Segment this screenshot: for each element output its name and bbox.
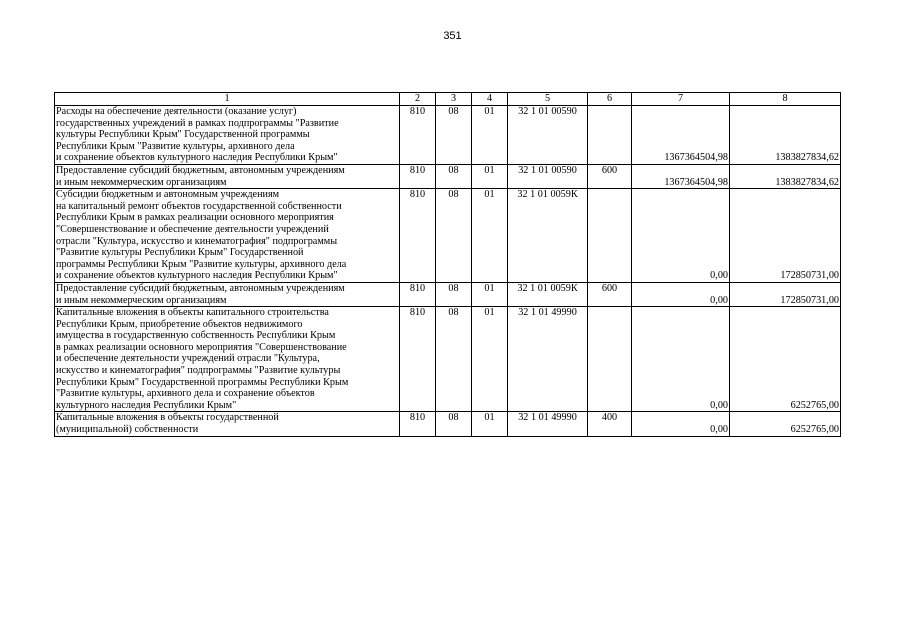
cell-amount-year2: 1383827834,62 (730, 106, 841, 165)
cell-subsection-code: 01 (472, 106, 508, 165)
cell-amount-year2: 6252765,00 (730, 307, 841, 412)
cell-amount-year1: 1367364504,98 (632, 164, 730, 188)
budget-table (54, 92, 841, 437)
cell-target-article: 32 1 01 00590 (508, 106, 588, 165)
column-header: 1 (55, 93, 400, 106)
cell-ministry-code: 810 (400, 189, 436, 283)
column-header: 4 (472, 93, 508, 106)
cell-ministry-code: 810 (400, 106, 436, 165)
row-description: Предоставление субсидий бюджетным, автономным учреждениям и иным некоммерческим организациям (55, 164, 400, 188)
table-row (55, 412, 841, 436)
column-header: 3 (436, 93, 472, 106)
cell-target-article: 32 1 01 0059К (508, 282, 588, 306)
column-header: 2 (400, 93, 436, 106)
cell-subsection-code: 01 (472, 307, 508, 412)
cell-section-code: 08 (436, 307, 472, 412)
cell-section-code: 08 (436, 164, 472, 188)
row-description: Капитальные вложения в объекты капитального строительства Республики Крым, приобретение объектов недвижимого имущества в государственную собственность Республики Крым в рамках реализации основного мероприятия "Совершенствование и обеспечение деятельности учреждений отрасли "Культура, искусство и кинематография" подпрограммы "Развитие культуры Республики Крым" Государственной программы Республики Крым "Развитие культуры, архивного дела и сохранение объектов культурного наследия Республики Крым" (55, 307, 400, 412)
cell-section-code: 08 (436, 412, 472, 436)
cell-section-code: 08 (436, 106, 472, 165)
cell-expense-type (588, 189, 632, 283)
cell-subsection-code: 01 (472, 282, 508, 306)
table-row (55, 282, 841, 306)
column-header: 5 (508, 93, 588, 106)
cell-amount-year2: 172850731,00 (730, 189, 841, 283)
cell-amount-year1: 0,00 (632, 189, 730, 283)
cell-amount-year2: 6252765,00 (730, 412, 841, 436)
header-row (55, 93, 841, 106)
row-description: Субсидии бюджетным и автономным учреждениям на капитальный ремонт объектов государственной собственности Республики Крым в рамках реализации основного мероприятия "Совершенствование и обеспечение деятельности учреждений отрасли "Культура, искусство и кинематография" подпрограммы "Развитие культуры Республики Крым" Государственной программы Республики Крым "Развитие культуры, архивного дела и сохранение объектов культурного наследия Республики Крым" (55, 189, 400, 283)
cell-expense-type: 600 (588, 282, 632, 306)
column-header: 7 (632, 93, 730, 106)
cell-amount-year1: 0,00 (632, 282, 730, 306)
cell-subsection-code: 01 (472, 164, 508, 188)
cell-expense-type (588, 307, 632, 412)
cell-ministry-code: 810 (400, 412, 436, 436)
cell-section-code: 08 (436, 189, 472, 283)
cell-subsection-code: 01 (472, 189, 508, 283)
cell-ministry-code: 810 (400, 164, 436, 188)
cell-target-article: 32 1 01 49990 (508, 307, 588, 412)
cell-amount-year1: 1367364504,98 (632, 106, 730, 165)
row-description: Расходы на обеспечение деятельности (оказание услуг) государственных учреждений в рамках подпрограммы "Развитие культуры Республики Крым" Государственной программы Республики Крым "Развитие культуры, архивного дела и сохранение объектов культурного наследия Республики Крым" (55, 106, 400, 165)
cell-amount-year2: 172850731,00 (730, 282, 841, 306)
cell-target-article: 32 1 01 49990 (508, 412, 588, 436)
cell-amount-year1: 0,00 (632, 307, 730, 412)
cell-expense-type: 400 (588, 412, 632, 436)
table-row (55, 164, 841, 188)
cell-section-code: 08 (436, 282, 472, 306)
cell-ministry-code: 810 (400, 307, 436, 412)
row-description: Капитальные вложения в объекты государственной (муниципальной) собственности (55, 412, 400, 436)
cell-expense-type: 600 (588, 164, 632, 188)
table-row (55, 106, 841, 165)
column-header: 8 (730, 93, 841, 106)
cell-amount-year1: 0,00 (632, 412, 730, 436)
cell-amount-year2: 1383827834,62 (730, 164, 841, 188)
cell-ministry-code: 810 (400, 282, 436, 306)
cell-target-article: 32 1 01 0059К (508, 189, 588, 283)
row-description: Предоставление субсидий бюджетным, автономным учреждениям и иным некоммерческим организациям (55, 282, 400, 306)
column-header: 6 (588, 93, 632, 106)
cell-subsection-code: 01 (472, 412, 508, 436)
cell-expense-type (588, 106, 632, 165)
table-row (55, 307, 841, 412)
cell-target-article: 32 1 01 00590 (508, 164, 588, 188)
table-row (55, 189, 841, 283)
page-number: 351 (443, 30, 462, 42)
